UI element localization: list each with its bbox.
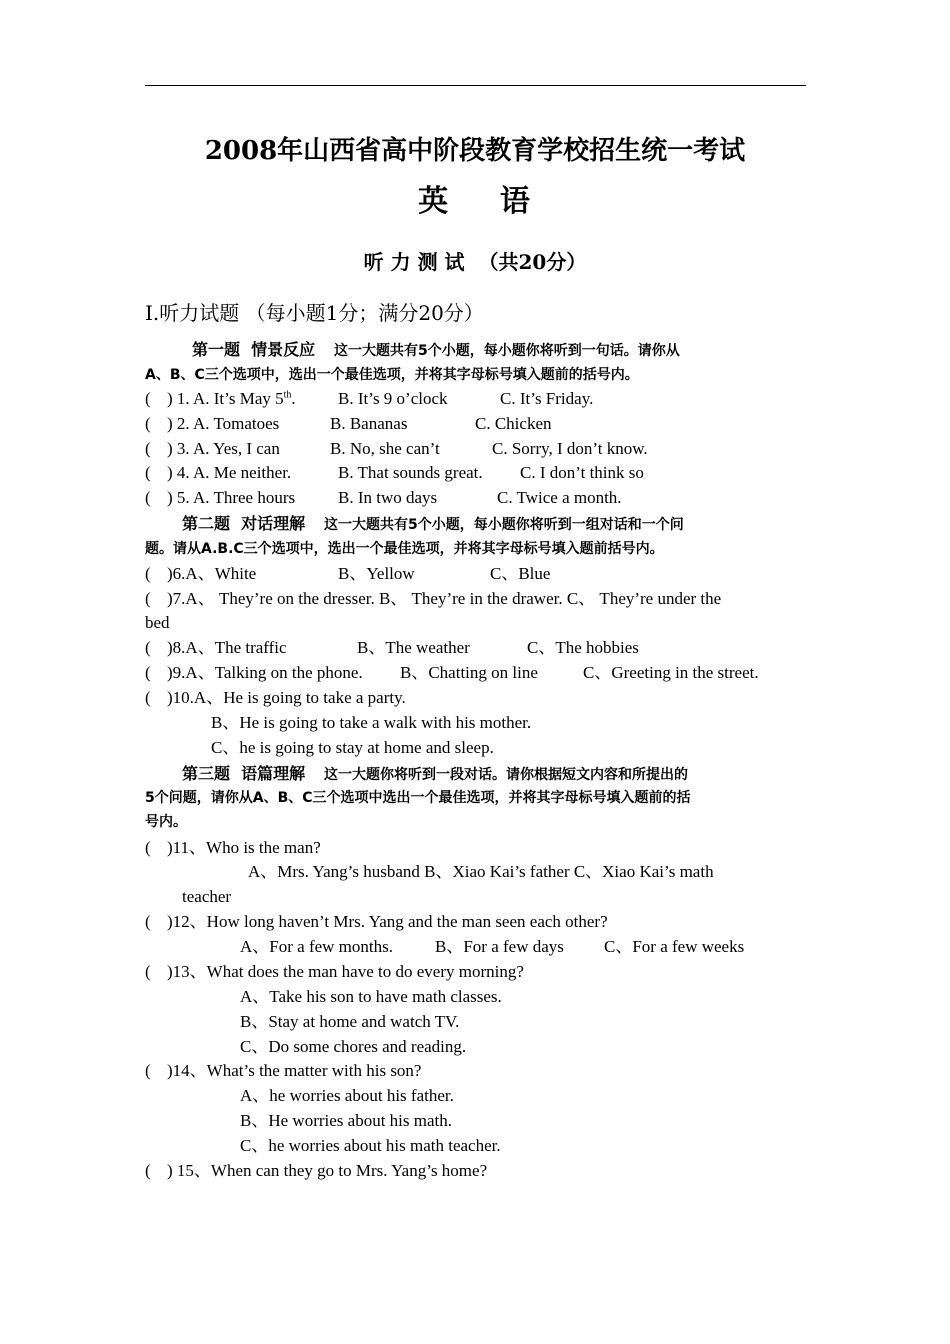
q3-option-c: C. Sorry, I don’t know. — [492, 439, 648, 458]
q11-options: A、Mrs. Yang’s husband B、Xiao Kai’s father C、Xiao Kai’s math — [248, 862, 714, 881]
question-13: ( )13、What does the man have to do every morning? — [145, 962, 524, 981]
q4-option-b: B. That sounds great. — [338, 463, 483, 482]
q1-option-c: C. It’s Friday. — [500, 389, 594, 408]
section2-instruction-cont: 题。请从A.B.C三个选项中，选出一个最佳选项，并将其字母标号填入题前括号内。 — [145, 541, 664, 557]
question-7: ( )7.A、 They’re on the dresser. B、 They’re in the drawer. C、 They’re under the — [145, 589, 722, 608]
q13-option-a: A、Take his son to have math classes. — [240, 987, 502, 1006]
top-rule — [145, 85, 806, 86]
q9-option-c: C、Greeting in the street. — [583, 663, 759, 682]
q13-option-b: B、Stay at home and watch TV. — [240, 1012, 460, 1031]
question-8: ( )8.A、The traffic — [145, 638, 287, 657]
question-4: ( ) 4. A. Me neither. — [145, 463, 292, 482]
q12-option-c: C、For a few weeks — [604, 937, 745, 956]
section1-instruction: 第一题 情景反应 这一大题共有5个小题，每小题你将听到一句话。请你从 — [192, 340, 680, 359]
q5-option-b: B. In two days — [338, 488, 438, 507]
q13-option-c: C、Do some chores and reading. — [240, 1037, 467, 1056]
section3-label: 第三题 语篇理解 — [182, 764, 306, 783]
q6-option-c: C、Blue — [490, 564, 551, 583]
section3-instruction-end: 号内。 — [145, 814, 187, 830]
question-9: ( )9.A、Talking on the phone. — [145, 663, 363, 682]
section2-label: 第二题 对话理解 — [182, 514, 306, 533]
q6-option-b: B、Yellow — [338, 564, 415, 583]
question-12: ( )12、How long haven’t Mrs. Yang and the man seen each other? — [145, 912, 608, 931]
question-2: ( ) 2. A. Tomatoes — [145, 414, 280, 433]
section1-label: 第一题 情景反应 — [192, 340, 316, 359]
q10-option-b: B、He is going to take a walk with his mother. — [211, 713, 532, 732]
q14-option-a: A、he worries about his father. — [240, 1086, 454, 1105]
question-3: ( ) 3. A. Yes, I can — [145, 439, 280, 458]
exam-title: 2008年山西省高中阶段教育学校招生统一考试 — [204, 136, 746, 166]
section3-instruction: 第三题 语篇理解 这一大题你将听到一段对话。请你根据短文内容和所提出的 — [182, 764, 689, 783]
question-1: ( ) 1. A. It’s May 5th. — [145, 389, 296, 408]
q11-wrap: teacher — [182, 887, 232, 906]
q8-option-b: B、The weather — [357, 638, 470, 657]
q3-option-b: B. No, she can’t — [330, 439, 440, 458]
q12-option-b: B、For a few days — [435, 937, 564, 956]
q2-option-c: C. Chicken — [475, 414, 552, 433]
section-title: 听 力 测 试 （共20分） — [363, 250, 587, 274]
q8-option-c: C、The hobbies — [527, 638, 639, 657]
q7-wrap: bed — [145, 613, 170, 632]
q10-option-c: C、he is going to stay at home and sleep. — [211, 738, 494, 757]
q9-option-b: B、Chatting on line — [400, 663, 538, 682]
question-11: ( )11、Who is the man? — [145, 838, 321, 857]
q14-option-b: B、He worries about his math. — [240, 1111, 452, 1130]
q14-option-c: C、he worries about his math teacher. — [240, 1136, 501, 1155]
q4-option-c: C. I don’t think so — [520, 463, 644, 482]
q12-option-a: A、For a few months. — [240, 937, 393, 956]
subject-title: 英 语 — [418, 184, 532, 219]
section2-instruction: 第二题 对话理解 这一大题共有5个小题，每小题你将听到一组对话和一个问 — [182, 514, 684, 533]
part-label: I.听力试题 （每小题1分；满分20分） — [145, 301, 484, 325]
question-10: ( )10.A、He is going to take a party. — [145, 688, 406, 707]
q2-option-b: B. Bananas — [330, 414, 408, 433]
question-15: ( ) 15、When can they go to Mrs. Yang’s home? — [145, 1161, 488, 1180]
question-14: ( )14、What’s the matter with his son? — [145, 1061, 422, 1080]
question-5: ( ) 5. A. Three hours — [145, 488, 296, 507]
question-6: ( )6.A、White — [145, 564, 257, 583]
q5-option-c: C. Twice a month. — [497, 488, 622, 507]
q1-option-b: B. It’s 9 o’clock — [338, 389, 448, 408]
section3-instruction-cont: 5个问题，请你从A、B、C三个选项中选出一个最佳选项，并将其字母标号填入题前的括 — [145, 790, 691, 806]
section1-instruction-cont: A、B、C三个选项中，选出一个最佳选项，并将其字母标号填入题前的括号内。 — [145, 367, 639, 383]
